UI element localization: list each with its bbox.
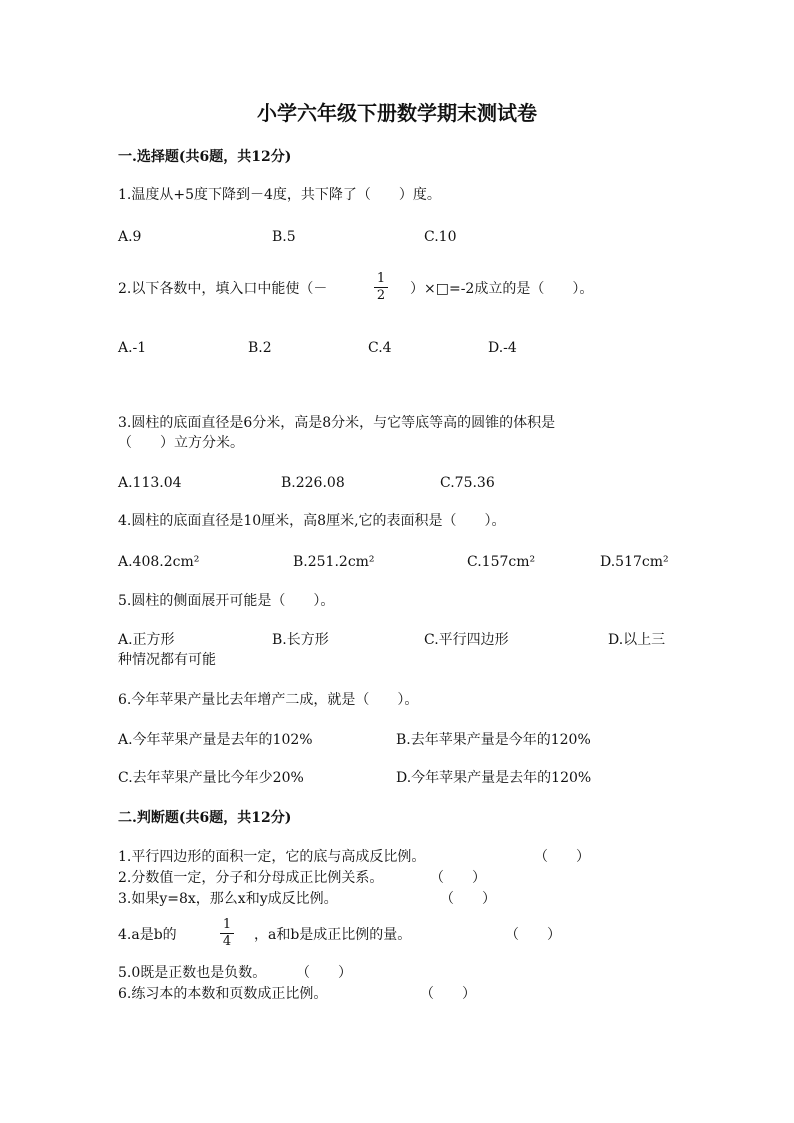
judge-2-text: 2.分数值一定，分子和分母成正比例关系。 [118, 870, 384, 886]
question-4-text: 4.圆柱的底面直径是10厘米，高8厘米,它的表面积是（ ）。 [118, 513, 506, 529]
judge-2-blank: （ ） [430, 870, 486, 886]
q6-option-c: C.去年苹果产量比今年少20% [118, 770, 304, 786]
question-2-after: ）×□=-2成立的是（ ）。 [410, 281, 594, 297]
q4-option-a: A.408.2cm² [118, 554, 200, 570]
q2-fraction-numerator: 1 [376, 271, 386, 286]
q5-option-d: D.以上三 [608, 632, 666, 648]
judge-6-blank: （ ） [420, 986, 476, 1002]
q4-option-b: B.251.2cm² [293, 554, 375, 570]
q2-option-c: C.4 [368, 340, 392, 356]
judge-3-blank: （ ） [440, 891, 496, 907]
page-title: 小学六年级下册数学期末测试卷 [257, 101, 537, 125]
judge-5-blank: （ ） [296, 965, 352, 981]
q1-option-b: B.5 [272, 229, 296, 245]
judge-4-after: ，a和b是成正比例的量。 [254, 927, 412, 943]
q1-option-c: C.10 [424, 229, 457, 245]
section-heading-choice: 一.选择题(共6题，共12分) [118, 149, 292, 165]
question-2-before: 2.以下各数中，填入口中能使（－ [118, 281, 328, 297]
q4-option-d: D.517cm² [600, 554, 669, 570]
question-5-text: 5.圆柱的侧面展开可能是（ ）。 [118, 593, 335, 609]
judge-4-fraction-numerator: 1 [222, 917, 232, 932]
q6-option-b: B.去年苹果产量是今年的120% [396, 732, 591, 748]
judge-6-text: 6.练习本的本数和页数成正比例。 [118, 986, 328, 1002]
q3-option-b: B.226.08 [281, 475, 345, 491]
q2-option-b: B.2 [248, 340, 272, 356]
question-3-line1: 3.圆柱的底面直径是6分米，高是8分米，与它等底等高的圆锥的体积是 [118, 415, 556, 431]
q2-fraction [374, 272, 388, 303]
q2-option-a: A.-1 [118, 340, 147, 356]
judge-4-fraction [220, 918, 234, 949]
q6-option-d: D.今年苹果产量是去年的120% [396, 770, 592, 786]
judge-1-text: 1.平行四边形的面积一定，它的底与高成反比例。 [118, 849, 426, 865]
q1-option-a: A.9 [118, 229, 142, 245]
q3-option-a: A.113.04 [118, 475, 182, 491]
judge-4-before: 4.a是b的 [118, 927, 177, 943]
judge-4-fraction-denominator: 4 [222, 934, 232, 949]
q3-option-c: C.75.36 [440, 475, 495, 491]
q6-option-a: A.今年苹果产量是去年的102% [118, 732, 313, 748]
q5-option-d-wrap: 种情况都有可能 [118, 652, 216, 668]
q5-option-b: B.长方形 [272, 632, 329, 648]
question-6-text: 6.今年苹果产量比去年增产二成，就是（ ）。 [118, 692, 419, 708]
q2-option-d: D.-4 [488, 340, 517, 356]
q5-option-c: C.平行四边形 [424, 632, 509, 648]
judge-5-text: 5.0既是正数也是负数。 [118, 965, 267, 981]
q2-fraction-denominator: 2 [376, 288, 386, 303]
judge-3-text: 3.如果y=8x，那么x和y成反比例。 [118, 891, 338, 907]
judge-4-blank: （ ） [505, 927, 561, 943]
section-heading-judgement: 二.判断题(共6题，共12分) [118, 810, 292, 826]
question-1-text: 1.温度从+5度下降到－4度，共下降了（ ）度。 [118, 187, 441, 203]
q4-option-c: C.157cm² [467, 554, 536, 570]
question-3-line2: （ ）立方分米。 [118, 435, 244, 451]
q5-option-a: A.正方形 [118, 632, 175, 648]
judge-1-blank: （ ） [534, 849, 590, 865]
